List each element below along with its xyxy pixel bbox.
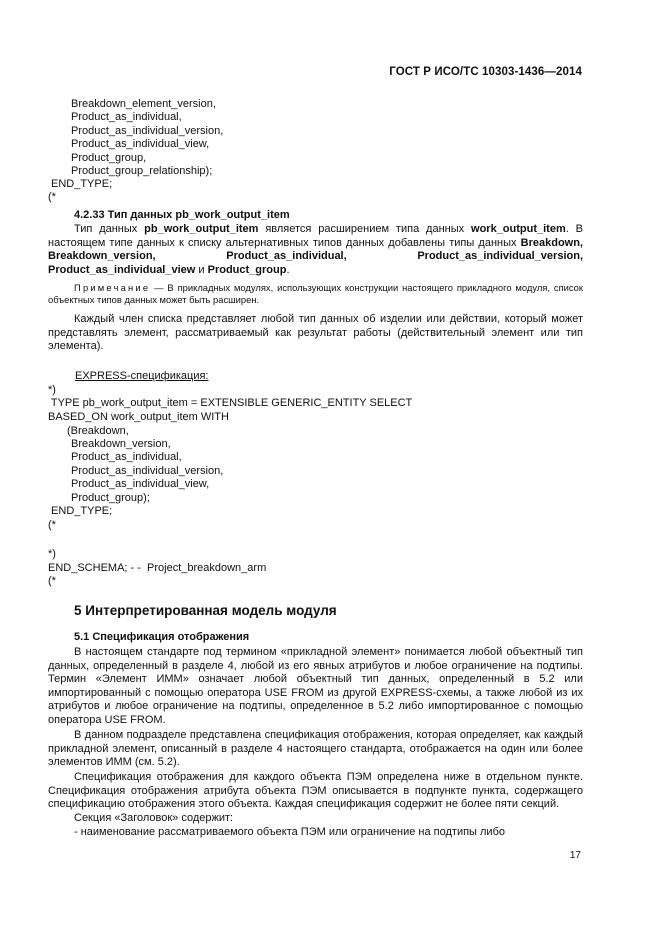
page-number: 17 xyxy=(569,850,581,861)
code-line: Product_as_individual, xyxy=(71,451,182,464)
code-type-declaration: TYPE pb_work_output_item = EXTENSIBLE GENERIC_ENTITY SELECT xyxy=(48,397,413,409)
paragraph-application-element: В настоящем стандарте под термином «прикладной элемент» понимается любой объектный тип данных, определенный в разделе 4, любой из его явных атрибутов и любое ограничение на подтипы. Термин «Элемент ИММ» означает любой объектный тип данных, определенный в 5.2 или импортированный с помощью оператора USE FROM из другой EXPRESS-схемы, а также любой из их атрибутов и любое ограничение на подтипы, определенное в 5.2 либо импортированное с помощью оператора USE FROM. xyxy=(48,646,583,726)
code-open-item: (Breakdown, xyxy=(67,425,129,437)
paragraph-mapping-spec: В данном подразделе представлена спецификация отображения, которая определяет, как каждый прикладной элемент, описанный в разделе 4 настоящего стандарта, отображается на один или более элементов ИММ (см. 5.2). xyxy=(48,729,583,769)
code-line: Breakdown_element_version, xyxy=(71,98,216,110)
code-comment-open-3: (* xyxy=(48,575,56,587)
paragraph-mapping-per-object: Спецификация отображения для каждого объекта ПЭМ определена ниже в отдельном пункте. Спецификация отображения атрибута объекта ПЭМ описывается в подпункте пункта, содержащего спецификацию отображения этого объекта. Каждая спецификация содержит не более пяти секций. xyxy=(48,771,583,811)
code-select-items xyxy=(71,438,223,505)
bullet-item: - наименование рассматриваемого объекта ПЭМ или ограничение на подтипы либо xyxy=(74,826,505,838)
note-text: — В прикладных модулях, использующих конструкции настоящего прикладного модуля, список объектных типов данных может быть расширен. xyxy=(48,282,583,306)
code-line: Product_as_individual_view, xyxy=(71,478,210,491)
code-end-type: END_TYPE; xyxy=(51,178,113,190)
code-line: Product_group, xyxy=(71,151,147,164)
section-5-title: 5 Интерпретированная модель модуля xyxy=(74,603,337,618)
paragraph-list-member: Каждый член списка представляет любой тип данных об изделии или действии, который может представлять элемент, рассматриваемый как результат работы (действительный элемент или тип элемента). xyxy=(48,313,583,353)
code-comment-open-2: (* xyxy=(48,519,56,531)
code-line: Product_as_individual, xyxy=(71,111,182,124)
code-line: Product_as_individual_view, xyxy=(71,138,210,151)
code-comment-close-2: *) xyxy=(48,548,56,560)
code-end-type-2: END_TYPE; xyxy=(48,505,113,517)
standard-header: ГОСТ Р ИСО/ТС 10303-1436—2014 xyxy=(389,66,582,78)
code-line: Product_group_relationship); xyxy=(71,165,213,178)
code-based-on: BASED_ON work_output_item WITH xyxy=(48,411,229,423)
code-comment-open: (* xyxy=(48,191,56,203)
code-line: Product_as_individual_version, xyxy=(71,124,224,137)
code-line: Breakdown_version, xyxy=(71,438,171,450)
code-line: Product_group); xyxy=(71,491,150,504)
paragraph-header-section: Секция «Заголовок» содержит: xyxy=(74,812,234,824)
express-heading: EXPRESS-спецификация: xyxy=(75,370,209,382)
subsection-title-4-2-33: 4.2.33 Тип данных pb_work_output_item xyxy=(74,209,290,221)
note-label: Примечание xyxy=(74,282,151,293)
code-list-continuation xyxy=(71,98,223,178)
paragraph-type-description: Тип данных pb_work_output_item является расширением типа данных work_output_item. В настоящем типе данных к списку альтернативных типов данных добавлены типы данных Breakdown, Breakdown_version, Product_as_individual, Product_as_individual_version, Product_as_individual_view и Product_group. xyxy=(48,223,584,276)
code-comment-close: *) xyxy=(48,384,56,396)
code-end-schema: END_SCHEMA; - - Project_breakdown_arm xyxy=(48,562,267,574)
note-paragraph xyxy=(48,282,583,306)
subsection-5-1-title: 5.1 Спецификация отображения xyxy=(74,631,250,643)
code-line: Product_as_individual_version, xyxy=(71,464,224,477)
